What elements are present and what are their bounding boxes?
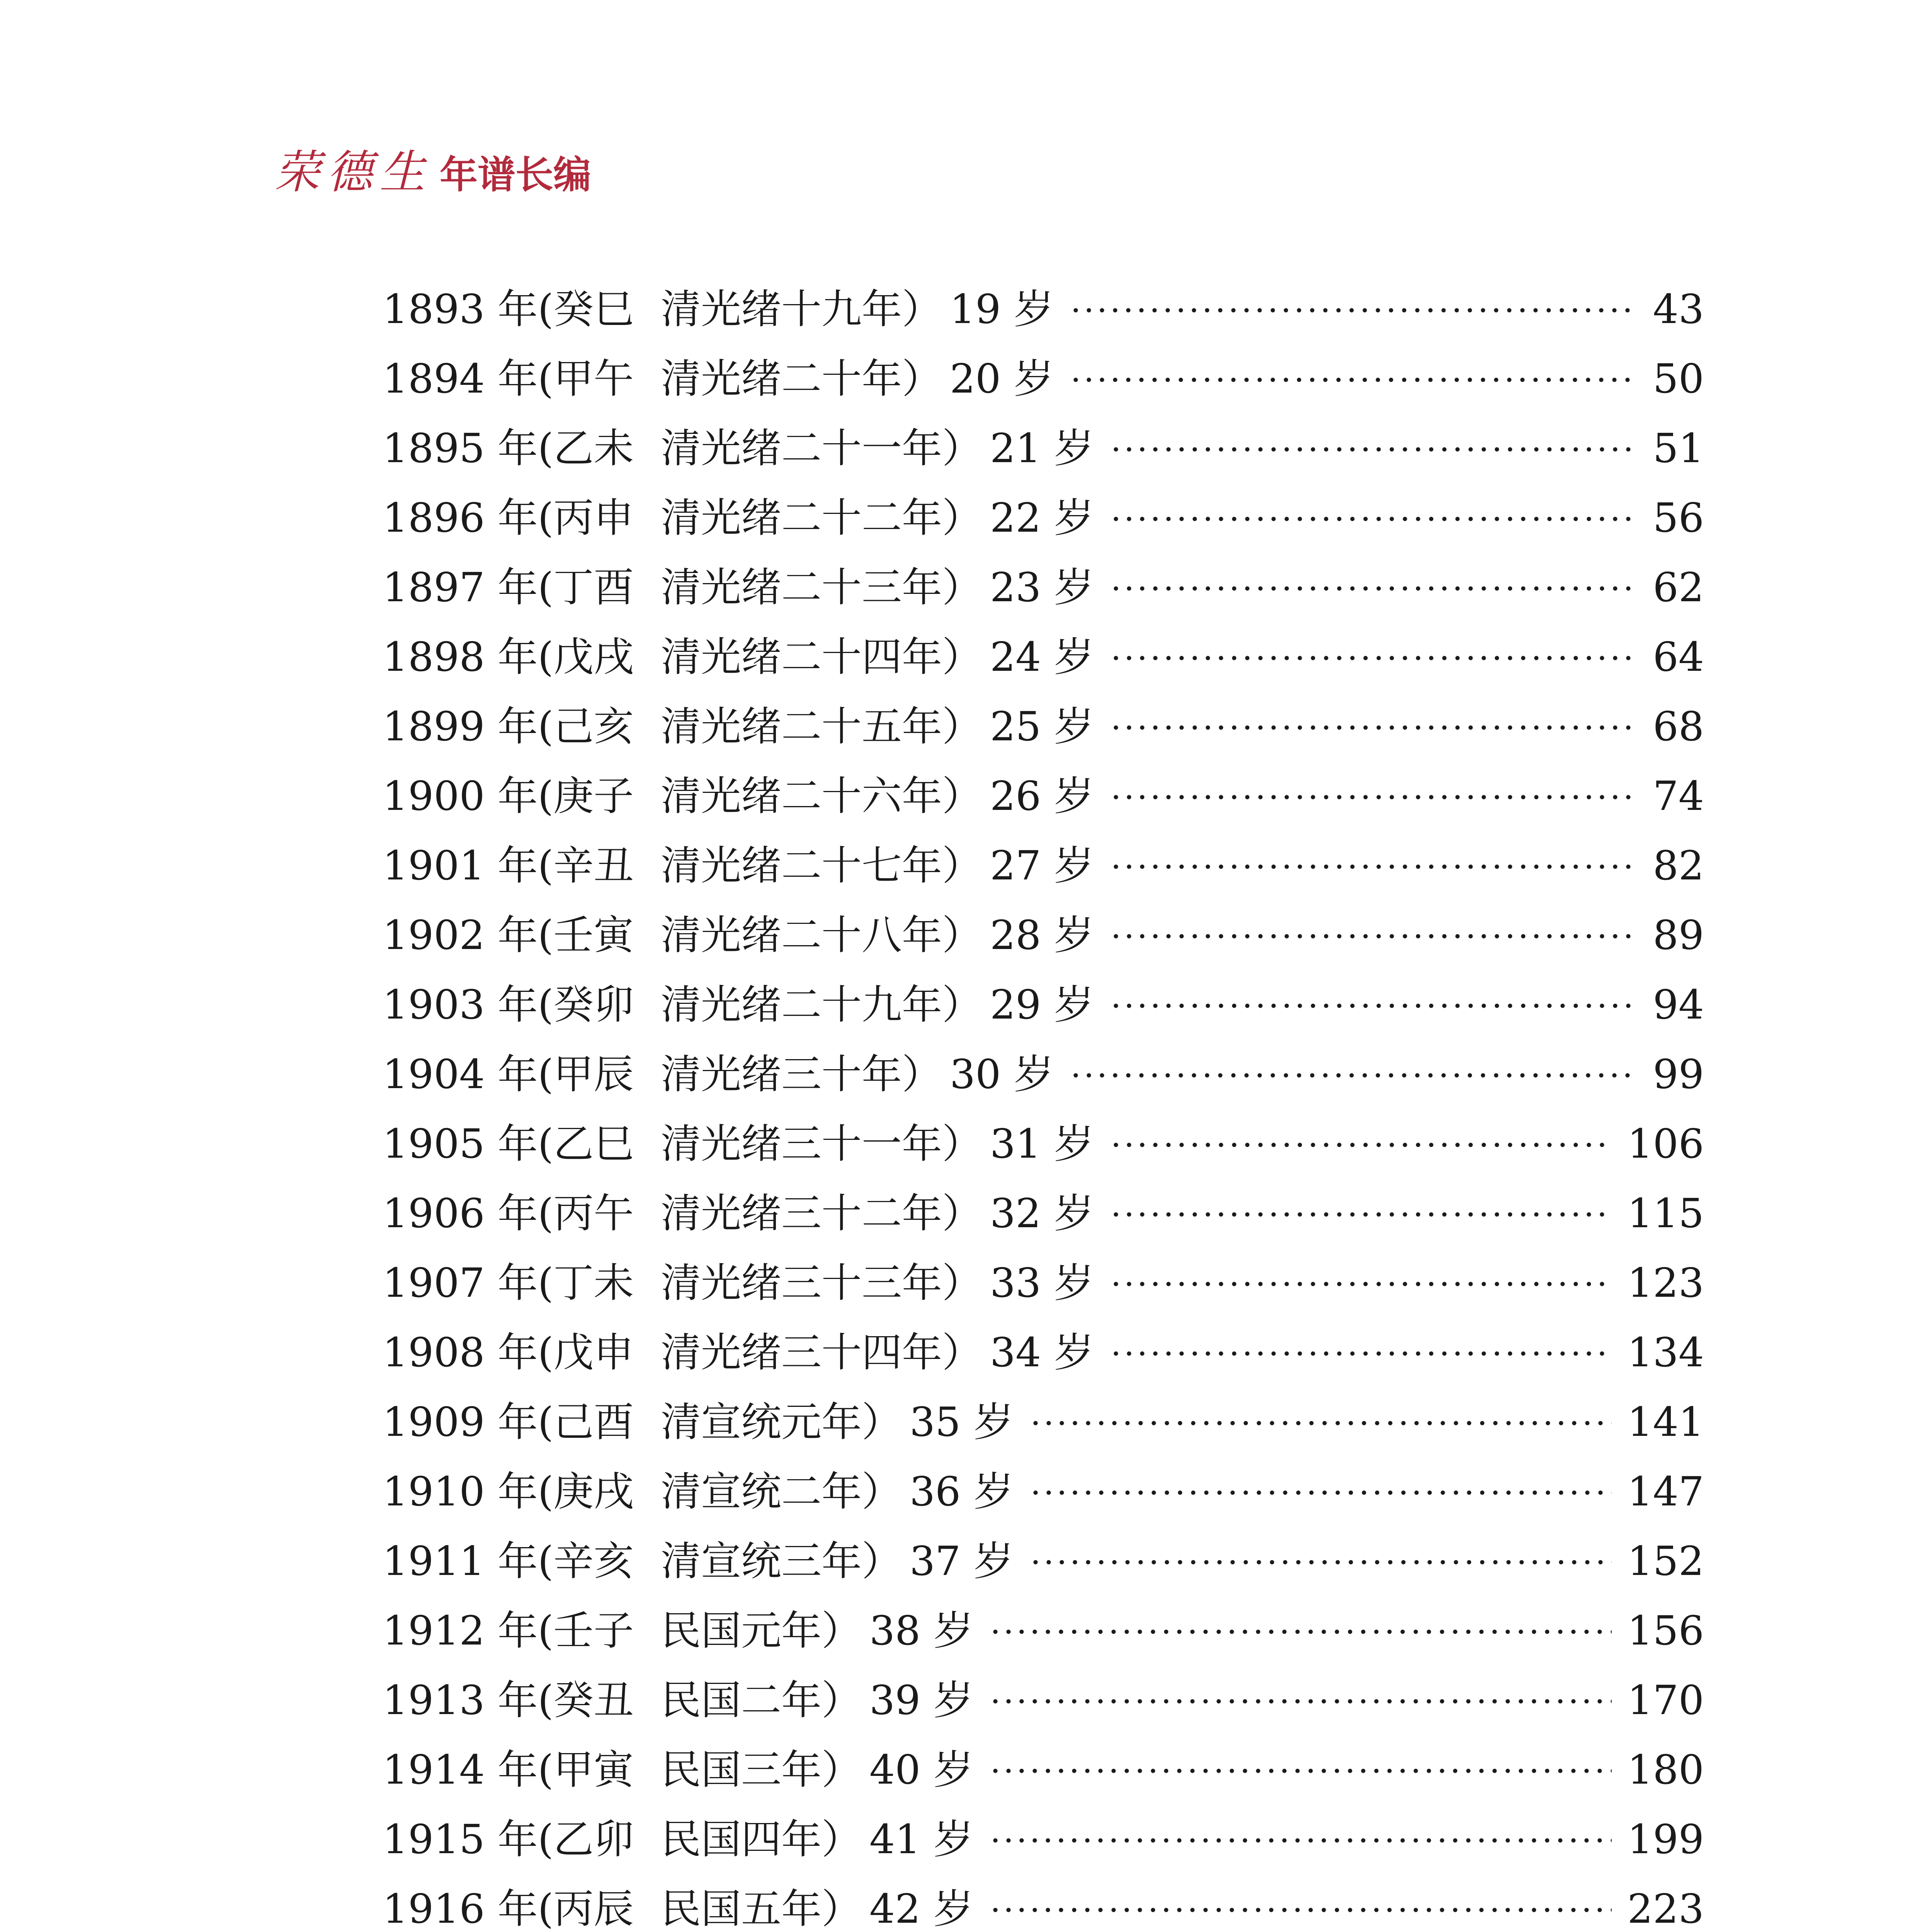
entry-year: 1908 年(戊申 xyxy=(383,1329,634,1376)
toc-entry-title xyxy=(383,1735,974,1804)
toc-entry-title xyxy=(383,1318,1094,1387)
toc-entry-title xyxy=(383,1387,1014,1457)
entry-age: 25 岁 xyxy=(990,703,1094,750)
dot-leader xyxy=(1029,1420,1612,1426)
toc-entry[interactable] xyxy=(383,1179,1704,1248)
entry-age: 38 岁 xyxy=(869,1607,974,1654)
entry-page-number: 43 xyxy=(1653,286,1704,333)
entry-era: 清光绪二十五年） xyxy=(661,703,983,750)
entry-year: 1894 年(甲午 xyxy=(383,355,634,402)
entry-era: 清光绪三十三年） xyxy=(661,1259,983,1306)
entry-page-number: 89 xyxy=(1653,912,1704,959)
entry-era: 民国元年） xyxy=(661,1607,862,1654)
entry-age: 41 岁 xyxy=(869,1816,974,1863)
entry-era: 民国四年） xyxy=(661,1816,862,1863)
toc-entry[interactable] xyxy=(383,831,1704,900)
dot-leader xyxy=(1109,447,1638,452)
dot-leader xyxy=(989,1699,1612,1704)
toc-entry[interactable] xyxy=(383,1248,1704,1318)
entry-year: 1899 年(己亥 xyxy=(383,703,634,750)
entry-era: 清光绪三十二年） xyxy=(661,1190,983,1237)
toc-entry[interactable] xyxy=(383,1526,1704,1596)
entry-page-number: 199 xyxy=(1627,1816,1704,1863)
dot-leader xyxy=(1109,934,1638,939)
toc-entry-title xyxy=(383,1804,974,1874)
entry-era: 清宣统三年） xyxy=(661,1537,902,1585)
header-subtitle: 年谱长编 xyxy=(440,153,592,197)
dot-leader xyxy=(1109,1212,1612,1217)
toc-entry-title xyxy=(383,1248,1094,1318)
entry-age: 24 岁 xyxy=(990,633,1094,680)
toc-entry[interactable] xyxy=(383,553,1704,622)
entry-age: 22 岁 xyxy=(990,494,1094,541)
entry-page-number: 156 xyxy=(1627,1607,1704,1654)
table-of-contents xyxy=(383,274,1704,1932)
dot-leader xyxy=(1069,308,1638,313)
entry-age: 23 岁 xyxy=(990,564,1094,611)
entry-era: 清光绪三十一年） xyxy=(661,1120,983,1167)
entry-year: 1907 年(丁未 xyxy=(383,1259,634,1306)
toc-entry-title xyxy=(383,344,1054,413)
entry-age: 32 岁 xyxy=(990,1190,1094,1237)
entry-page-number: 64 xyxy=(1653,633,1704,680)
toc-entry[interactable] xyxy=(383,622,1704,692)
entry-year: 1902 年(壬寅 xyxy=(383,912,634,959)
toc-entry[interactable] xyxy=(383,900,1704,970)
dot-leader xyxy=(1109,1003,1638,1009)
dot-leader xyxy=(1029,1560,1612,1565)
entry-page-number: 82 xyxy=(1653,842,1704,889)
dot-leader xyxy=(1109,794,1638,800)
entry-page-number: 152 xyxy=(1627,1537,1704,1585)
entry-year: 1916 年(丙辰 xyxy=(383,1885,634,1932)
entry-year: 1901 年(辛丑 xyxy=(383,842,634,889)
entry-age: 40 岁 xyxy=(869,1746,974,1793)
entry-era: 清光绪二十六年） xyxy=(661,772,983,820)
dot-leader xyxy=(1109,725,1638,730)
entry-page-number: 68 xyxy=(1653,703,1704,750)
entry-year: 1900 年(庚子 xyxy=(383,772,634,820)
entry-page-number: 56 xyxy=(1653,494,1704,541)
entry-year: 1896 年(丙申 xyxy=(383,494,634,541)
entry-era: 清光绪十九年） xyxy=(661,286,942,333)
entry-page-number: 134 xyxy=(1627,1329,1704,1376)
toc-entry-title xyxy=(383,1039,1054,1109)
entry-page-number: 99 xyxy=(1653,1051,1704,1098)
entry-year: 1898 年(戊戌 xyxy=(383,633,634,680)
toc-entry[interactable] xyxy=(383,1457,1704,1526)
entry-page-number: 50 xyxy=(1653,355,1704,402)
toc-entry-title xyxy=(383,483,1094,553)
toc-entry[interactable] xyxy=(383,413,1704,483)
dot-leader xyxy=(1109,1281,1612,1287)
toc-entry-title xyxy=(383,900,1094,970)
toc-entry[interactable] xyxy=(383,692,1704,761)
entry-age: 21 岁 xyxy=(990,425,1094,472)
toc-entry[interactable] xyxy=(383,1387,1704,1457)
entry-year: 1913 年(癸丑 xyxy=(383,1677,634,1724)
entry-age: 33 岁 xyxy=(990,1259,1094,1306)
toc-entry[interactable] xyxy=(383,761,1704,831)
entry-age: 36 岁 xyxy=(910,1468,1014,1515)
toc-entry[interactable] xyxy=(383,1804,1704,1874)
toc-entry-title xyxy=(383,274,1054,344)
toc-entry-title xyxy=(383,1457,1014,1526)
entry-era: 民国五年） xyxy=(661,1885,862,1932)
dot-leader xyxy=(1109,516,1638,522)
entry-age: 26 岁 xyxy=(990,772,1094,820)
toc-entry[interactable] xyxy=(383,1318,1704,1387)
dot-leader xyxy=(989,1768,1612,1774)
entry-age: 28 岁 xyxy=(990,912,1094,959)
toc-entry-title xyxy=(383,1109,1094,1179)
entry-page-number: 180 xyxy=(1627,1746,1704,1793)
entry-era: 清宣统元年） xyxy=(661,1398,902,1446)
toc-entry-title xyxy=(383,761,1094,831)
entry-year: 1893 年(癸巳 xyxy=(383,286,634,333)
entry-era: 民国三年） xyxy=(661,1746,862,1793)
dot-leader xyxy=(1029,1490,1612,1495)
toc-entry[interactable] xyxy=(383,1039,1704,1109)
entry-page-number: 141 xyxy=(1627,1398,1704,1446)
toc-entry-title xyxy=(383,1526,1014,1596)
dot-leader xyxy=(1109,864,1638,869)
entry-page-number: 170 xyxy=(1627,1677,1704,1724)
entry-age: 42 岁 xyxy=(869,1885,974,1932)
toc-entry[interactable] xyxy=(383,970,1704,1039)
toc-entry[interactable] xyxy=(383,1874,1704,1932)
dot-leader xyxy=(1109,1142,1612,1148)
toc-entry-title xyxy=(383,622,1094,692)
entry-era: 清光绪二十九年） xyxy=(661,981,983,1028)
entry-age: 20 岁 xyxy=(950,355,1054,402)
entry-year: 1904 年(甲辰 xyxy=(383,1051,634,1098)
toc-entry[interactable] xyxy=(383,344,1704,413)
entry-era: 清光绪二十三年） xyxy=(661,564,983,611)
entry-page-number: 51 xyxy=(1653,425,1704,472)
entry-era: 清光绪三十年） xyxy=(661,1051,942,1098)
entry-year: 1912 年(壬子 xyxy=(383,1607,634,1654)
toc-entry[interactable] xyxy=(383,1596,1704,1665)
entry-era: 民国二年） xyxy=(661,1677,862,1724)
dot-leader xyxy=(989,1907,1612,1913)
entry-era: 清光绪二十一年） xyxy=(661,425,983,472)
entry-page-number: 74 xyxy=(1653,772,1704,820)
entry-age: 19 岁 xyxy=(950,286,1054,333)
entry-year: 1915 年(乙卯 xyxy=(383,1816,634,1863)
entry-age: 27 岁 xyxy=(990,842,1094,889)
toc-entry[interactable] xyxy=(383,274,1704,344)
entry-year: 1895 年(乙未 xyxy=(383,425,634,472)
toc-entry-title xyxy=(383,1874,974,1932)
entry-year: 1906 年(丙午 xyxy=(383,1190,634,1237)
toc-entry-title xyxy=(383,553,1094,622)
entry-year: 1914 年(甲寅 xyxy=(383,1746,634,1793)
header-brand: 荣德生 xyxy=(274,145,432,199)
dot-leader xyxy=(1109,1351,1612,1356)
dot-leader xyxy=(1069,1073,1638,1078)
dot-leader xyxy=(1109,586,1638,591)
entry-page-number: 62 xyxy=(1653,564,1704,611)
toc-entry-title xyxy=(383,1179,1094,1248)
entry-age: 37 岁 xyxy=(910,1537,1014,1585)
toc-entry[interactable] xyxy=(383,483,1704,553)
dot-leader xyxy=(1109,655,1638,661)
entry-era: 清光绪三十四年） xyxy=(661,1329,983,1376)
dot-leader xyxy=(1069,377,1638,383)
entry-page-number: 147 xyxy=(1627,1468,1704,1515)
entry-age: 35 岁 xyxy=(910,1398,1014,1446)
toc-entry-title xyxy=(383,831,1094,900)
toc-entry-title xyxy=(383,692,1094,761)
entry-year: 1909 年(己酉 xyxy=(383,1398,634,1446)
entry-year: 1897 年(丁酉 xyxy=(383,564,634,611)
toc-entry[interactable] xyxy=(383,1665,1704,1735)
entry-year: 1911 年(辛亥 xyxy=(383,1537,634,1585)
entry-age: 31 岁 xyxy=(990,1120,1094,1167)
entry-year: 1910 年(庚戌 xyxy=(383,1468,634,1515)
toc-entry-title xyxy=(383,1665,974,1735)
entry-year: 1905 年(乙巳 xyxy=(383,1120,634,1167)
toc-entry[interactable] xyxy=(383,1735,1704,1804)
toc-entry-title xyxy=(383,1596,974,1665)
entry-era: 清宣统二年） xyxy=(661,1468,902,1515)
entry-page-number: 115 xyxy=(1627,1190,1704,1237)
entry-age: 39 岁 xyxy=(869,1677,974,1724)
toc-entry[interactable] xyxy=(383,1109,1704,1179)
toc-entry-title xyxy=(383,970,1094,1039)
dot-leader xyxy=(989,1629,1612,1634)
entry-page-number: 94 xyxy=(1653,981,1704,1028)
entry-page-number: 106 xyxy=(1627,1120,1704,1167)
toc-entry-title xyxy=(383,413,1094,483)
dot-leader xyxy=(989,1838,1612,1843)
entry-era: 清光绪二十年） xyxy=(661,355,942,402)
entry-era: 清光绪二十八年） xyxy=(661,912,983,959)
entry-era: 清光绪二十七年） xyxy=(661,842,983,889)
running-header xyxy=(274,135,592,199)
entry-page-number: 223 xyxy=(1627,1885,1704,1932)
entry-page-number: 123 xyxy=(1627,1259,1704,1306)
entry-era: 清光绪二十四年） xyxy=(661,633,983,680)
entry-age: 29 岁 xyxy=(990,981,1094,1028)
entry-age: 34 岁 xyxy=(990,1329,1094,1376)
entry-year: 1903 年(癸卯 xyxy=(383,981,634,1028)
entry-age: 30 岁 xyxy=(950,1051,1054,1098)
entry-era: 清光绪二十二年） xyxy=(661,494,983,541)
